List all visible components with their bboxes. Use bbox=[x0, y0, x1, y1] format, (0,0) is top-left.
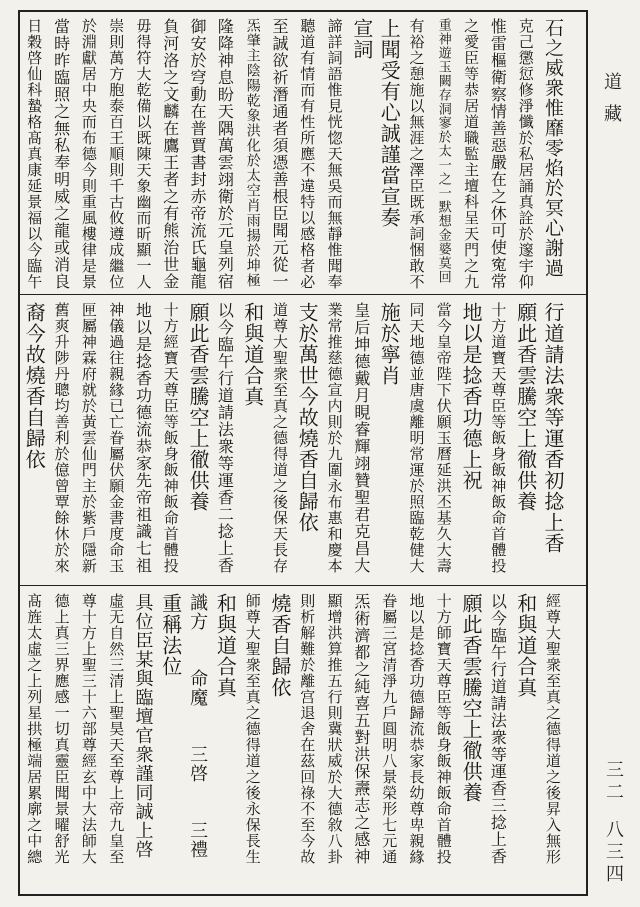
text-column: 日穀啓仙科蟄格髙真康延景福以今臨午 bbox=[25, 18, 44, 290]
text-column: 惟雷樞衛察情善惡嚴在之休可使寃常 bbox=[488, 18, 508, 290]
text-column: 聽道有情而有性所應不違特以感格者必 bbox=[298, 18, 317, 290]
text-column: 重神遊玉闕存洞寥於太一之一默想金婆莫回 bbox=[435, 18, 451, 284]
text-column: 十方經寶天尊臣等飯身飯神飯命首體投 bbox=[161, 302, 180, 574]
page-number: 八三四 bbox=[603, 820, 624, 886]
volume-mark: 三二 bbox=[603, 760, 624, 804]
text-column: 願此香雲騰空上徹供養 bbox=[186, 302, 211, 512]
text-column: 至誠欲祈潛通者須憑善根臣聞元從一 bbox=[270, 18, 289, 290]
text-column: 以今臨午行道請法衆等運香三捻上香 bbox=[488, 593, 508, 865]
text-column: 上聞受有心誠謹當宣奏 bbox=[377, 18, 402, 228]
text-column: 負河洛之文麟在鷹王者之有熊治世金 bbox=[160, 18, 180, 290]
text-column: 克己懲愆修淨懺於私居誦真詮於邃宇仰 bbox=[516, 18, 535, 290]
text-column: 宣詞 bbox=[349, 18, 374, 60]
text-column: 崇則萬方胞泰百王順則千古攸遵成繼位 bbox=[107, 18, 126, 290]
text-column: 業常推慈德宣内則於九圍永布惠和慶本 bbox=[325, 302, 344, 574]
text-column: 十方師寶天尊臣等飯身飯神飯命首體投 bbox=[434, 593, 453, 865]
text-column: 毋得符大乾備以既陳天象幽而昕顯一人 bbox=[134, 18, 153, 290]
text-column: 十方道寶天尊臣等飯身飯神飯命首體投 bbox=[489, 302, 508, 574]
text-column: 支於萬世今故燒香自歸依 bbox=[295, 302, 320, 533]
text-column: 炁肇主陰陽乾象洪化於太空肖雨揚於坤極 bbox=[244, 18, 261, 288]
text-column: 師尊大聖衆至真之德得道之後永保長生 bbox=[243, 593, 262, 865]
text-column: 和與道合真 bbox=[513, 593, 538, 698]
text-column: 行道請法衆等運香初捻上香 bbox=[541, 302, 565, 554]
text-column: 施於寧肖 bbox=[377, 302, 402, 386]
text-column: 德上真三界應感一切真靈臣聞景曜舒光 bbox=[52, 593, 71, 865]
text-column: 和與道合真 bbox=[240, 302, 265, 407]
text-column: 道尊大聖衆至真之德得道之後保天長存 bbox=[271, 302, 289, 574]
text-column: 地以是捻香功德歸流恭家長幼尊卑親緣 bbox=[407, 593, 426, 865]
text-column: 神儀過往親緣已亡眷屬伏願金書度命玉 bbox=[107, 302, 126, 574]
text-column: 以今臨午行道請法衆等運香二捻上香 bbox=[215, 302, 235, 574]
text-column: 和與道合真 bbox=[213, 593, 238, 698]
text-column: 願此香雲騰空上徹供養 bbox=[513, 302, 538, 512]
book-title: 道藏 bbox=[601, 72, 622, 136]
text-column: 經尊大聖衆至真之德得道之後昇入無形 bbox=[544, 593, 562, 865]
text-column: 識方 命魔 三啓 三禮 bbox=[187, 593, 209, 859]
text-column: 眷屬三宮清淨九戶圓明八景榮形七元通 bbox=[380, 593, 399, 865]
text-column: 之愛臣等恭居道職監主壇科呈天門之九 bbox=[462, 18, 481, 290]
text-column: 皇后坤德戴月睍睿輝翊贊聖君克昌大 bbox=[351, 302, 371, 574]
text-column: 裔今故燒香自歸依 bbox=[22, 302, 47, 470]
text-column: 髙旌太虛之上列星拱極端居累廓之中總 bbox=[25, 593, 44, 865]
text-column: 匣屬神霖府就於黃雲仙門主於紫戶隱新 bbox=[79, 302, 98, 574]
text-column: 同天地德並唐虞離明常運於照臨乾健大 bbox=[407, 302, 426, 574]
text-column: 炁術濟都之純喜五對洪保燾志之感神 bbox=[351, 593, 371, 865]
text-column: 當時昨臨照之無私奉明威之龍或消良 bbox=[51, 18, 71, 290]
text-column: 尊十方上聖三十六部尊經玄中大法師大 bbox=[79, 593, 98, 865]
text-column: 虛无自然三清上聖昊天至尊上帝九皇至 bbox=[107, 593, 126, 865]
text-column: 諦詳詞語惟見恍惚天無吳而無靜惟聞奉 bbox=[325, 18, 344, 290]
text-column: 地以是捻香功德流恭家先帝祖識七祖 bbox=[133, 302, 153, 574]
text-column: 願此香雲騰空上徹供養 bbox=[459, 593, 484, 803]
register-divider-1 bbox=[18, 294, 588, 295]
text-column: 顯增洪算推五行則冀狀威於大德敘八卦 bbox=[325, 593, 344, 865]
text-column: 燒香自歸依 bbox=[268, 593, 292, 698]
text-column: 御安於穹動在普賈書封赤帝流氏龜龍 bbox=[188, 18, 208, 290]
text-column: 舊爽升陟丹聰均善利於億曾覃餘休於來 bbox=[52, 302, 71, 574]
register-divider-2 bbox=[18, 585, 588, 586]
text-column: 隆降神息盼天隅萬雲翊衛於元皇列宿 bbox=[215, 18, 235, 290]
text-column: 有裕之憩施以無涯之澤臣既承詞悃敢不 bbox=[407, 18, 426, 290]
text-column: 則析解難於離宫退舍在茲回祿不至今故 bbox=[298, 593, 317, 865]
text-column: 具位臣某與臨壇官衆謹同誠上啓 bbox=[132, 593, 154, 859]
text-column: 石之威衆惟靡零焰於冥心謝過 bbox=[542, 18, 564, 278]
text-column: 當今皇帝陛下伏願玉曆延洪丕基久大壽 bbox=[434, 302, 453, 574]
text-column: 重稱法位 bbox=[158, 593, 183, 677]
text-column: 於淵獻居中央而布德今則重風樓律是景 bbox=[79, 18, 98, 290]
text-column: 地以是捻香功德上祝 bbox=[459, 302, 484, 491]
